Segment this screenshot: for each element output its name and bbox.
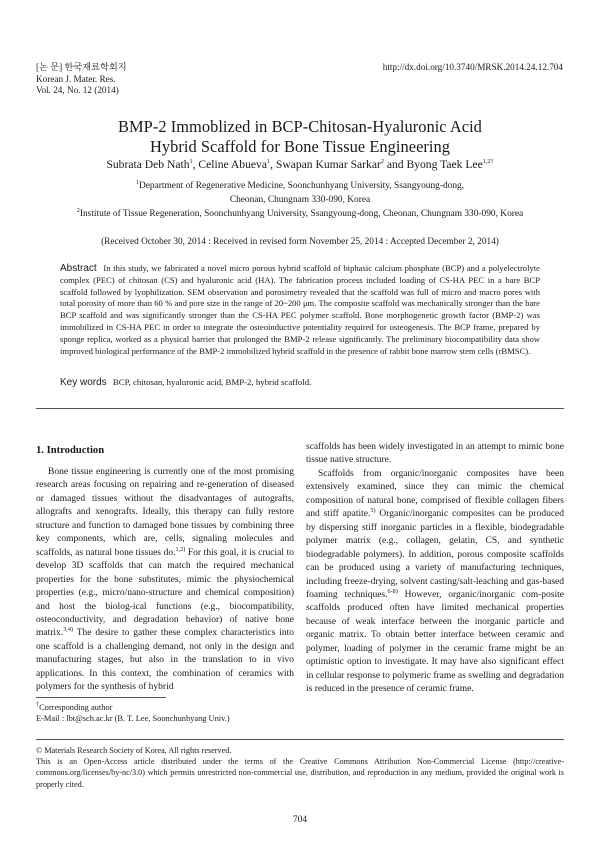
abstract <box>60 263 540 357</box>
license-text: This is an Open-Access article distributed under the terms of the Creative Commons Attribution Non-Commercial License (http://creative-commons.org/licenses/by-nc/3.0) which permits unrestricted non-commercial use, distribution, and reproduction in any medium, provided the original work is properly cited. <box>36 757 564 789</box>
journal-volume: Vol. 24, No. 12 (2014) <box>36 85 119 96</box>
affiliation-2: $^2$Institute of Tissue Regeneration, Soonchunhyang University, Ssangyoung-dong, Cheonan, Chungnam 330-090, Korea <box>76 206 524 219</box>
article-title <box>0 117 600 157</box>
page-number: 704 <box>292 815 308 825</box>
copyright-divider <box>36 739 564 740</box>
author-name: Byong Taek Lee <box>406 158 483 171</box>
citation: 6-8) <box>387 587 398 595</box>
journal-header <box>36 62 127 97</box>
doi-link[interactable]: http://dx.doi.org/10.3740/MRSK.2014.24.12.704 <box>382 62 563 72</box>
keywords-text: BCP, chitosan, hyaluronic acid, BMP-2, hybrid scaffold. <box>112 377 312 387</box>
copyright-notice <box>36 745 564 790</box>
author-list: Subrata Deb Nath$^1$, Celine Abueva$^1$, Swapan Kumar Sarkar$^2$ and Byong Taek Lee$^{1,2\dagger}$ <box>106 158 494 171</box>
left-column <box>36 440 294 695</box>
abstract-text: In this study, we fabricated a novel micro porous hybrid scaffold of biphasic calcium phosphate (BCP) and a polyelectrolyte complex (PEC) of chitosan (CS) and hyaluronic acid (HA). The fabrication process included loading of CS-HA PEC in a bare BCP scaffold followed by lyophilization. SEM observation and porosimetry revealed that the scaffold was full of micro and macro pores with total porosity of more than 60 % and pore size in the range of 20~200 μm. The composite scaffold was mechanically stronger than the bare BCP scaffold and was significantly stronger than the CS-HA PEC polymer scaffold. Bone morphogenetic growth factor (BMP-2) was immobilized in CS-HA PEC in order to integrate the osteoinductive potentiality required for osteogenesis. The BCP frame, prepared by sponge replica, worked as a physical barrier that prolonged the BMP-2 release significantly. The preliminary biocompatibility data show improved biological performance of the BMP-2 immobilized hybrid scaffold in the presence of rabbit bone marrow stem cells (rBMSC). <box>60 263 540 356</box>
citation: 3,4) <box>63 626 73 634</box>
keywords <box>60 376 540 389</box>
section-divider <box>36 408 564 409</box>
journal-english-name: Korean J. Mater. Res. <box>36 73 116 84</box>
received-dates: (Received October 30, 2014 : Received in revised form November 25, 2014 : Accepted December 2, 2014) <box>101 237 499 247</box>
affiliations <box>0 180 600 221</box>
author-name: Swapan Kumar Sarkar <box>275 158 381 171</box>
footnote-divider <box>36 697 166 698</box>
affiliation-1-line-1: $^1$Department of Regenerative Medicine, Soonchunhyang University, Ssangyoung-dong, <box>135 178 465 191</box>
section-heading: 1. Introduction <box>36 445 105 456</box>
journal-korean-name: [논 문] 한국재료학회지 <box>36 62 127 72</box>
affiliation-marker: 1 <box>266 158 271 166</box>
corresponding-email: E-Mail : lbt@sch.ac.kr (B. T. Lee, Soonchunhyang Univ.) <box>36 714 230 724</box>
intro-paragraph-1: Bone tissue engineering is currently one of the most promising research areas focusing on repairing and re-generation of diseased or damaged tissues without the disadvantages of autografts, allografts and xenografts. Ideally, this therapy can fully restore structure and function to damaged bone tissues by combining three key components, which are, cells, signaling molecules and scaffolds, as natural bone tissues do.$^{1,2)}$ For this goal, it is crucial to develop 3D scaffolds that can match the required mechanical properties for the bone substitutes, mimic the physiochemical properties (e.g., micro/nano-structure and chemical composition) and host the biolog-ical functions (e.g., biocompatibility, osteoconductivity, and degradation behavior) of native bone matrix.$^{3,4)}$ The desire to gather these complex characteristics into one scaffold is a challenging demand, not only in the design and manufacturing stages, but also in the translation to in vivo applications. In this context, the combination of ceramics with polymers for the synthesis of hybrid <box>36 467 294 693</box>
citation: 1,2) <box>175 545 186 553</box>
footnote <box>36 702 564 725</box>
intro-paragraph-1-continued: scaffolds has been widely investigated in an attempt to mimic bone tissue native structure. <box>306 442 564 466</box>
author-name: Subrata Deb Nath <box>106 158 190 171</box>
intro-paragraph-2: Scaffolds from organic/inorganic composites have been extensively examined, since they can mimic the chemical composition of natural bone, comprised of flexible collagen fibers and stiff apatite.$^{5)}$ Organic/inorganic composites can be produced by dispersing stiff inorganic particles in a flexible, biodegradable polymer matrix (e.g., collagen, gelatin, CS, and synthetic biodegradable polymers). In addition, porous composite scaffolds can be produced using a variety of manufacturing techniques, including freeze-drying, solvent casting/salt-leaching and gas-based foaming techniques.$^{6-8)}$ However, organic/inorganic com-posite scaffolds produced often have limited mechanical properties because of weak interface between the inorganic particle and organic matrix. To obtain better interface between ceramic and polymer, loading of polymer in the ceramic frame might be an optimistic option to investigate. It may have also significant effect in cellular response to polymeric frame as swelling and degradation is reduced in the presence of ceramic frame. <box>306 468 564 695</box>
keywords-label: Key words <box>60 377 107 388</box>
right-column <box>306 441 564 697</box>
affiliation-1-line-2: Cheonan, Chungnam 330-090, Korea <box>229 194 371 205</box>
title-line-2: Hybrid Scaffold for Bone Tissue Engineering <box>149 137 451 156</box>
author-name: Celine Abueva <box>198 158 267 171</box>
affiliation-marker: 1 <box>189 158 193 166</box>
title-line-1: BMP-2 Immoblized in BCP-Chitosan-Hyaluronic Acid <box>118 117 482 136</box>
citation: 5) <box>370 507 376 515</box>
corresponding-author: †Corresponding author <box>36 701 113 712</box>
affiliation-marker: 1,2† <box>482 158 494 166</box>
abstract-label: Abstract <box>60 263 97 274</box>
copyright-line: © Materials Research Society of Korea, All rights reserved. <box>36 746 232 755</box>
affiliation-marker: 2 <box>380 158 384 166</box>
